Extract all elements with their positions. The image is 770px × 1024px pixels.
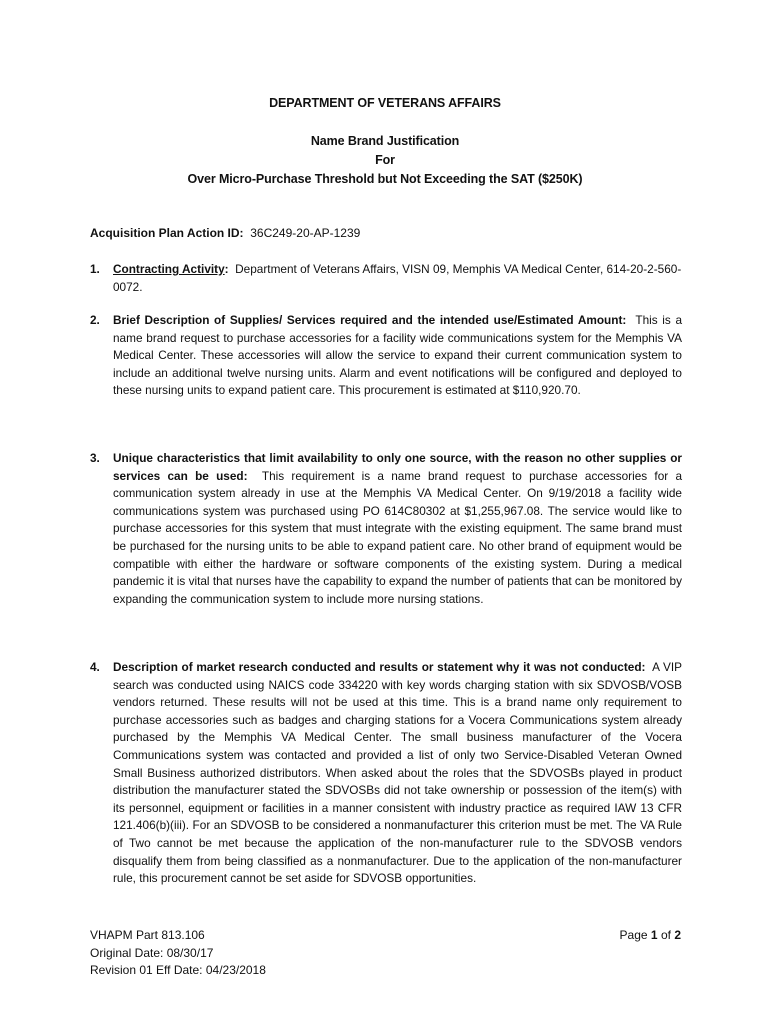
section-number: 3. — [90, 451, 100, 465]
heading-colon: : — [224, 262, 229, 276]
footer-left — [90, 927, 266, 980]
section-heading: Unique characteristics that limit availability to only one source, with the reason no other supplies or services can be used: — [113, 451, 682, 483]
page-total: 2 — [674, 928, 681, 942]
acquisition-value: 36C249-20-AP-1239 — [250, 226, 361, 240]
footer-original-date: Original Date: 08/30/17 — [90, 945, 214, 960]
acquisition-plan-id — [90, 226, 360, 240]
document-title: Name Brand Justification — [310, 134, 460, 148]
footer-revision: Revision 01 Eff Date: 04/23/2018 — [90, 963, 266, 978]
section-1 — [90, 261, 682, 296]
section-text: A VIP search was conducted using NAICS code 334220 with key words charging station with six SDVOSB/VOSB vendors returned. These results will not be used at this time. This is a brand name only requirement to purchase accessories such as badges and charging stations for a Vocera Communications system already purchased by the Memphis VA Medical Center. The small business manufacturer of the Vocera Communications system was contacted and provided a list of only two Service-Disabled Veteran Owned Small Business authorized distributors. When asked about the roles that the SDVOSBs played in product distribution the manufacturer stated the SDVOSBs did not take ownership or possession of the item(s) with its personnel, equipment or facilities in a manner consistent with industry practice as required IAW 13 CFR 121.406(b)(iii). For an SDVOSB to be considered a nonmanufacturer this criterion must be met. The VA Rule of Two cannot be met because the application of the non-manufacturer rule to the SDVOSB vendors disqualify them from being classified as a nonmanufacturer. Due to the application of the non-manufacturer rule, this procurement cannot be set aside for SDVOSB opportunities. — [113, 660, 683, 886]
for-line: For — [375, 153, 395, 167]
threshold-line: Over Micro-Purchase Threshold but Not Exceeding the SAT ($250K) — [187, 172, 583, 186]
section-3 — [90, 450, 682, 608]
section-heading: Description of market research conducted and results or statement why it was not conducted: — [113, 660, 646, 674]
section-text: This requirement is a name brand request to purchase accessories for a communication system already in use at the Memphis VA Medical Center. On 9/19/2018 a facility wide communications system was purchased using PO 614C80302 at $1,255,967.08. The service would like to purchase accessories for this system that must integrate with the existing equipment. The same brand must be purchased for the nursing units to be able to expand patient care. No other brand of equipment would be compatible with either the hardware or software components of the existing system. During a medical pandemic it is vital that nurses have the capability to expand the number of patients that can be monitored by expanding the communication system to include more nursing stations. — [113, 468, 683, 606]
section-2 — [90, 312, 682, 400]
section-number: 2. — [90, 313, 100, 327]
section-heading: Contracting Activity — [113, 262, 225, 276]
footer-part: VHAPM Part 813.106 — [90, 928, 205, 942]
department-heading: DEPARTMENT OF VETERANS AFFAIRS — [269, 96, 501, 110]
section-4 — [90, 659, 682, 888]
page-of: of — [660, 928, 671, 942]
page-word: Page — [619, 928, 648, 942]
acquisition-label: Acquisition Plan Action ID: — [90, 226, 244, 240]
page-current: 1 — [650, 928, 658, 942]
section-text: Department of Veterans Affairs, VISN 09, Memphis VA Medical Center, 614-20-2-560-0072. — [113, 262, 682, 294]
section-heading: Brief Description of Supplies/ Services required and the intended use/Estimated Amount: — [113, 313, 627, 327]
section-number: 1. — [90, 262, 100, 276]
section-number: 4. — [90, 660, 100, 674]
page-number — [620, 927, 681, 945]
section-text: This is a name brand request to purchase accessories for a facility wide communications system for the Memphis VA Medical Center. These accessories will allow the service to expand their current communication system to include an additional twelve nursing units. Alarm and event notifications will be configured and deployed to these nursing units to expand patient care. This procurement is estimated at $110,920.70. — [113, 313, 683, 398]
